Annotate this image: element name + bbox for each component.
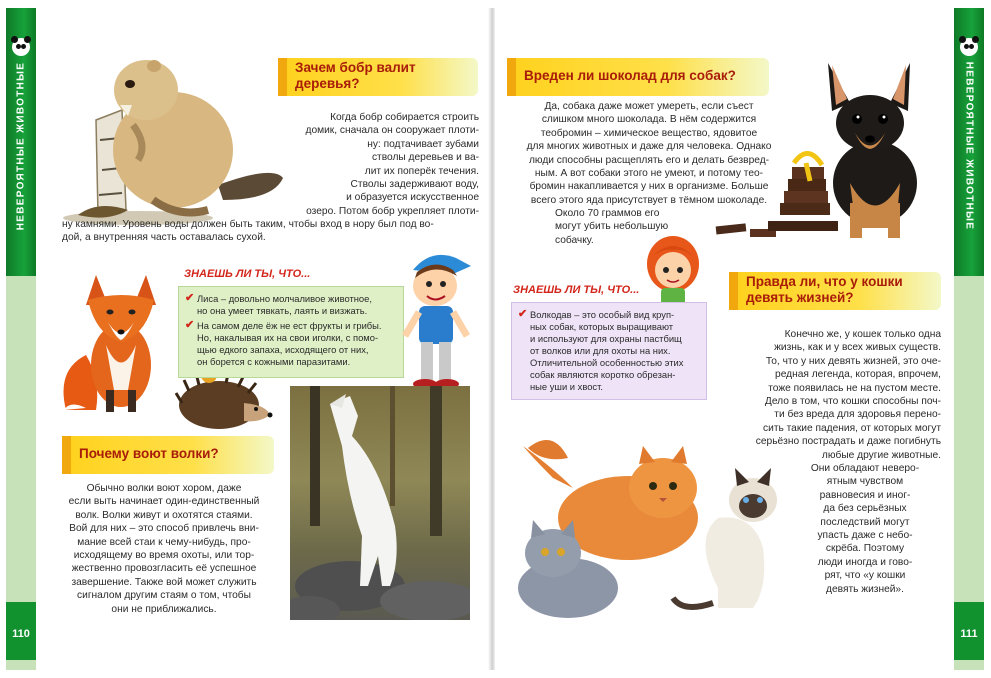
beaver-illustration [58,50,288,225]
chocolate-text-continued: Около 70 граммов его могут убить небольшую собачку. [555,208,669,246]
beaver-text-continued: ну камнями. Уровень воды должен быть таким, чтобы вход в нору был под во- дой, а внутренняя часть оставалась сухой. [62,219,434,244]
page-number: 111 [960,628,978,640]
section-label: НЕВЕРОЯТНЫЕ ЖИВОТНЫЕ [15,61,27,231]
right-page [495,8,984,670]
left-side-tab [6,8,36,670]
chocolate-heading: Вреден ли шоколад для собак? [507,58,769,96]
dog-chocolate-illustration [710,53,950,248]
wolf-photo [290,386,470,620]
fact-item: ✔ Лиса – довольно молчаливое животное, но она умеет тявкать, лаять и визжать. [185,292,372,316]
checkmark-icon: ✔ [185,292,195,304]
wolves-text: Обычно волки воют хором, даже если выть начинает один-единственный волк. Волки живут и охотятся стаями. Вой для них – это способ привлечь вни- мание всей стаи к чему-нибудь, про- исходящему во время охоты, или тор- жественно провозгласить её успешное завершение. Также вой может служить сигналом другим стаям о том, чтобы они не приближались. [68,483,260,615]
checkmark-icon: ✔ [518,308,528,320]
did-you-know-title: ЗНАЕШЬ ЛИ ТЫ, ЧТО... [513,284,640,296]
beaver-text: Когда бобр собирается строить домик, сначала он сооружает плоти- ну: подтачивает зубами стволы деревьев и ва- лит их поперёк течения. Стволы задерживают воду, и образуется искусственное озеро. Потом бобр укрепляет плоти- [305,112,479,217]
did-you-know-title: ЗНАЕШЬ ЛИ ТЫ, ЧТО... [184,268,311,280]
did-you-know-box [178,286,404,378]
cats-heading: Правда ли, что у кошки девять жизней? [729,272,941,310]
section-tab [954,8,984,276]
girl-character-illustration [643,228,703,308]
checkmark-icon: ✔ [185,319,195,331]
beaver-heading: Зачем бобр валит деревья? [278,58,478,96]
left-page [6,8,489,670]
section-tab [6,8,36,276]
fox-illustration [56,260,181,415]
did-you-know-box [511,302,707,400]
panda-icon [12,38,30,56]
chocolate-text: Да, собака даже может умереть, если съест слишком много шоколада. В нём содержится теобромин – химическое вещество, ядовитое для многих животных и даже для человека. Однако люди способны расщеплять его и делать безвред- ным. А вот собаки этого не умеют, и потому тео- бромин накапливается у них в организме. Больше всего этого яда присутствует в тёмном шоколаде. [526,101,772,206]
page-number: 110 [12,628,30,640]
cats-illustration [513,428,803,628]
panda-icon [960,38,978,56]
right-side-tab [954,8,984,670]
cats-text-continued: Они обладают неверо- ятным чувством равновесия и иног- да без серьёзных последствий могут упасть даже с небо- скрёба. Поэтому люди иногда и гово- рят, что «у кошки девять жизней». [810,463,920,595]
fact-item: ✔ На самом деле ёж не ест фрукты и грибы. Но, накалывая их на свои иголки, с помо- щью едкого запаха, исходящего от них, он борется с кожными паразитами. [185,319,382,367]
boy-character-illustration [401,248,476,393]
section-label: НЕВЕРОЯТНЫЕ ЖИВОТНЫЕ [963,61,975,231]
wolves-heading: Почему воют волки? [62,436,274,474]
fact-item: ✔ Волкодав – это особый вид круп- ных собак, которых выращивают и используют для охраны пастбищ от волков или для охоты на них. Отличительной особенностью этих собак являются коротко обрезан- ные уши и хвост. [518,308,684,392]
cats-text: Конечно же, у кошек только одна жизнь, как и у всех живых существ. То, что у них девять жизней, это оче- редная легенда, которая, впрочем, тоже появилась не на пустом месте. Дело в том, что кошки способны поч- ти без вреда для здоровья перено- сить такие падения, от которых могут серьёзно пострадать и даже погибнуть любые другие животные. [755,329,941,461]
